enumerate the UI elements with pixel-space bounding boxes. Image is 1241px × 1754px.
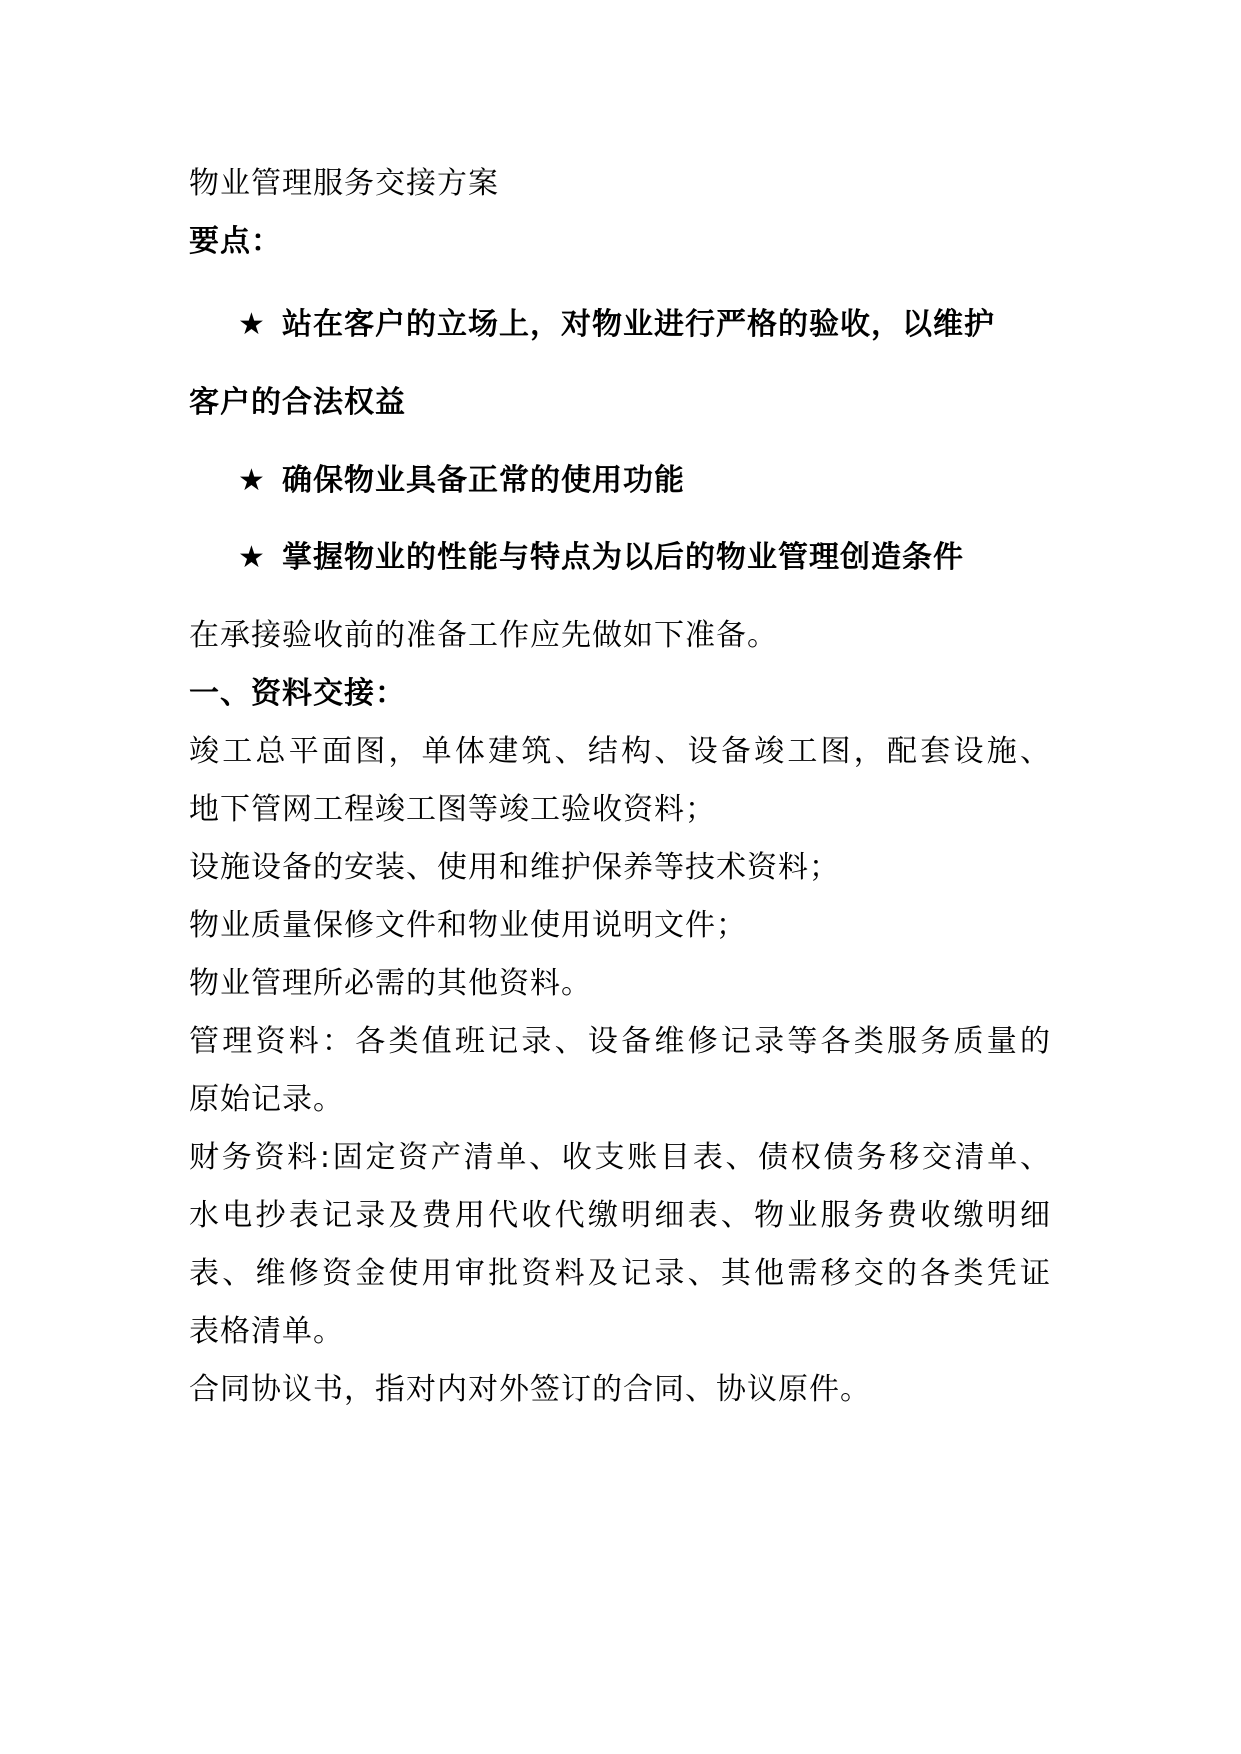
paragraph-line: 表、维修资金使用审批资料及记录、其他需移交的各类凭证 — [189, 1256, 1051, 1291]
bullet-1-continuation: 客户的合法权益 — [189, 385, 406, 420]
section-heading: 一、资料交接： — [189, 676, 406, 711]
bullet-2-text: 确保物业具备正常的使用功能 — [282, 463, 685, 498]
paragraph-line: 表格清单。 — [189, 1314, 344, 1349]
paragraph-line: 水电抄表记录及费用代收代缴明细表、物业服务费收缴明细 — [189, 1198, 1051, 1233]
bullet-2 — [238, 461, 685, 501]
bullet-1 — [238, 305, 995, 345]
star-icon: ★ — [238, 463, 266, 498]
paragraph-line: 竣工总平面图，单体建筑、结构、设备竣工图，配套设施、 — [189, 734, 1051, 769]
paragraph-line: 合同协议书，指对内对外签订的合同、协议原件。 — [189, 1372, 871, 1407]
paragraph-line: 管理资料：各类值班记录、设备维修记录等各类服务质量的 — [189, 1024, 1051, 1059]
paragraph-line: 设施设备的安装、使用和维护保养等技术资料； — [189, 850, 840, 885]
bullet-3-text: 掌握物业的性能与特点为以后的物业管理创造条件 — [282, 540, 964, 575]
document-title: 物业管理服务交接方案 — [189, 166, 499, 201]
paragraph-line: 物业质量保修文件和物业使用说明文件； — [189, 908, 747, 943]
paragraph-line: 原始记录。 — [189, 1082, 344, 1117]
bullet-3 — [238, 538, 964, 578]
paragraph-line: 财务资料:固定资产清单、收支账目表、债权债务移交清单、 — [189, 1140, 1051, 1175]
key-points-heading: 要点： — [189, 224, 282, 259]
paragraph-line: 地下管网工程竣工图等竣工验收资料； — [189, 792, 716, 827]
paragraph-line: 物业管理所必需的其他资料。 — [189, 966, 592, 1001]
star-icon: ★ — [238, 307, 266, 342]
star-icon: ★ — [238, 540, 266, 575]
bullet-1-text: 站在客户的立场上，对物业进行严格的验收，以维护 — [282, 307, 995, 342]
intro-paragraph: 在承接验收前的准备工作应先做如下准备。 — [189, 618, 778, 653]
